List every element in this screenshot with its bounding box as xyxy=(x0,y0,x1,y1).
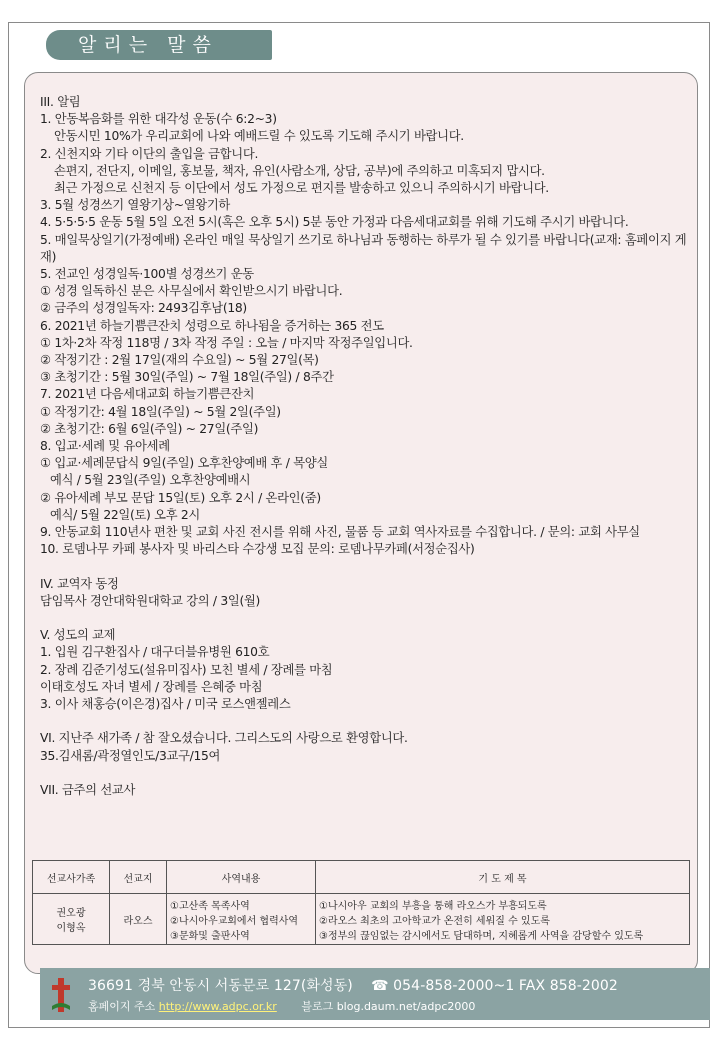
missionary-name: 이형옥 xyxy=(56,923,86,934)
section-heading-newcomers: VI. 지난주 새가족 / 참 잘오셨습니다. 그리스도의 사랑으로 환영합니다. xyxy=(40,731,408,746)
homepage-label: 홈페이지 주소 xyxy=(88,1000,156,1013)
blog-label: 블로그 xyxy=(301,1000,334,1013)
church-logo-icon xyxy=(50,976,72,1014)
fellowship-item: 3. 이사 채홍승(이은경)집사 / 미국 로스앤젤레스 xyxy=(40,697,291,712)
announcement-item: 2. 신천지와 기타 이단의 출입을 금합니다. xyxy=(40,146,259,161)
announcement-item: 6. 2021년 하늘기쁨큰잔치 성령으로 하나됨을 증거하는 365 전도 xyxy=(40,318,384,333)
missionary-prayer-cell xyxy=(316,894,690,945)
homepage-link[interactable]: http://www.adpc.or.kr xyxy=(158,1000,277,1013)
section-heading-fellowship: V. 성도의 교제 xyxy=(40,628,116,643)
missionary-family-cell xyxy=(33,894,110,945)
announcement-detail: ② 작정기간 : 2월 17일(재의 수요일) ~ 5월 27일(목) xyxy=(40,353,319,368)
section-heading-missionary: VII. 금주의 선교사 xyxy=(40,783,136,798)
column-header: 선교지 xyxy=(110,861,167,894)
announcement-item: 4. 5·5·5·5 운동 5월 5일 오전 5시(혹은 오후 5시) 5분 동안 가정과 다음세대교회를 위해 기도해 주시기 바랍니다. xyxy=(40,215,629,230)
section-heading-announcements: III. 알림 xyxy=(40,95,81,109)
announcement-item: 1. 안동복음화를 위한 대각성 운동(수 6:2~3) xyxy=(40,112,277,127)
work-item: ③문화및 출판사역 xyxy=(170,930,250,942)
announcement-detail: 최근 가정으로 신천지 등 이단에서 성도 가정으로 편지를 발송하고 있으니 주의하시기 바랍니다. xyxy=(54,181,549,196)
prayer-item: ①나시아우 교회의 부흥을 통해 라오스가 부흥되도록 xyxy=(319,900,547,912)
announcement-item: 5. 전교인 성경일독·100별 성경쓰기 운동 xyxy=(40,267,254,282)
prayer-item: ②라오스 최초의 고아학교가 온전히 세워질 수 있도록 xyxy=(319,915,550,927)
column-header: 기 도 제 목 xyxy=(316,861,690,894)
announcement-item: 5. 매일묵상일기(가정예배) 온라인 매일 묵상일기 쓰기로 하나님과 동행하는 하루가 될 수 있기를 바랍니다(교재: 홈페이지 게재) xyxy=(40,232,687,264)
minister-item: 담임목사 경안대학원대학교 강의 / 3일(월) xyxy=(40,593,261,608)
announcement-detail: ② 초청기간: 6월 6일(주일) ~ 27일(주일) xyxy=(40,421,259,436)
announcement-item: 10. 로뎀나무 카페 봉사자 및 바리스타 수강생 모집 문의: 로뎀나무카페(서정순집사) xyxy=(40,542,475,557)
fellowship-item: 이태호성도 자녀 별세 / 장례를 은혜중 마침 xyxy=(40,679,263,694)
fellowship-item: 1. 입원 김구환집사 / 대구더블유병원 610호 xyxy=(40,645,270,660)
missionary-work-cell xyxy=(167,894,316,945)
announcement-item: 9. 안동교회 110년사 편찬 및 교회 사진 전시를 위해 사진, 물품 등 교회 역사자료를 수집합니다. / 문의: 교회 사무실 xyxy=(40,525,640,540)
blog-link[interactable]: blog.daum.net/adpc2000 xyxy=(336,1000,476,1013)
announcement-detail: ① 1차·2차 작정 118명 / 3차 작정 주일 : 오늘 / 마지막 작정주일입니다. xyxy=(40,335,413,350)
announcement-detail: ① 입교·세례문답식 9일(주일) 오후찬양예배 후 / 목양실 xyxy=(40,456,328,471)
announcement-detail: 예식/ 5월 22일(토) 오후 2시 xyxy=(50,507,200,522)
footer-contact-line xyxy=(88,975,618,995)
fellowship-item: 2. 장례 김준기성도(설유미집사) 모친 별세 / 장례를 마침 xyxy=(40,662,333,677)
footer-phone: ☎ 054-858-2000~1 FAX 858-2002 xyxy=(371,978,618,994)
footer xyxy=(40,968,710,1020)
missionary-table xyxy=(32,860,690,945)
announcement-item: 8. 입교·세례 및 유아세례 xyxy=(40,439,170,454)
announcement-detail: ③ 초청기간 : 5월 30일(주일) ~ 7월 18일(주일) / 8주간 xyxy=(40,370,334,385)
announcement-detail: ① 성경 일독하신 분은 사무실에서 확인받으시기 바랍니다. xyxy=(40,284,343,299)
missionary-field-cell: 라오스 xyxy=(110,894,167,945)
newcomer-item: 35.김새롬/곽정열인도/3교구/15여 xyxy=(40,748,221,763)
column-header: 선교사가족 xyxy=(33,861,110,894)
announcement-detail: 손편지, 전단지, 이메일, 홍보물, 책자, 유인(사람소개, 상담, 공부)에 주의하고 미혹되지 맙시다. xyxy=(54,163,545,178)
announcement-item: 7. 2021년 다음세대교회 하늘기쁨큰잔치 xyxy=(40,387,255,402)
table-row xyxy=(33,894,690,945)
announcement-detail: 예식 / 5월 23일(주일) 오후찬양예배시 xyxy=(50,473,251,488)
table-header-row xyxy=(33,861,690,894)
page-title: 알리는 말씀 xyxy=(46,30,272,60)
announcement-detail: ① 작정기간: 4월 18일(주일) ~ 5월 2일(주일) xyxy=(40,404,281,419)
announcement-detail: 안동시민 10%가 우리교회에 나와 예배드릴 수 있도록 기도해 주시기 바랍니다. xyxy=(54,129,464,144)
section-heading-ministers: IV. 교역자 동정 xyxy=(40,576,119,591)
announcement-detail: ② 유아세례 부모 문답 15일(토) 오후 2시 / 온라인(줌) xyxy=(40,490,321,505)
announcement-detail: ② 금주의 성경일독자: 2493김후남(18) xyxy=(40,301,247,316)
prayer-item: ③정부의 끊임없는 감시에서도 담대하며, 지혜롭게 사역을 감당할수 있도록 xyxy=(319,930,644,942)
work-item: ②나시아우교회에서 협력사역 xyxy=(170,915,299,927)
footer-web-line xyxy=(88,998,475,1014)
column-header: 사역내용 xyxy=(167,861,316,894)
work-item: ①고산족 목족사역 xyxy=(170,900,250,912)
announcement-item: 3. 5월 성경쓰기 열왕기상~열왕기하 xyxy=(40,198,231,213)
bulletin-content xyxy=(40,94,690,799)
footer-address: 36691 경북 안동시 서동문로 127(화성동) xyxy=(88,978,353,994)
missionary-name: 권오광 xyxy=(56,908,86,919)
